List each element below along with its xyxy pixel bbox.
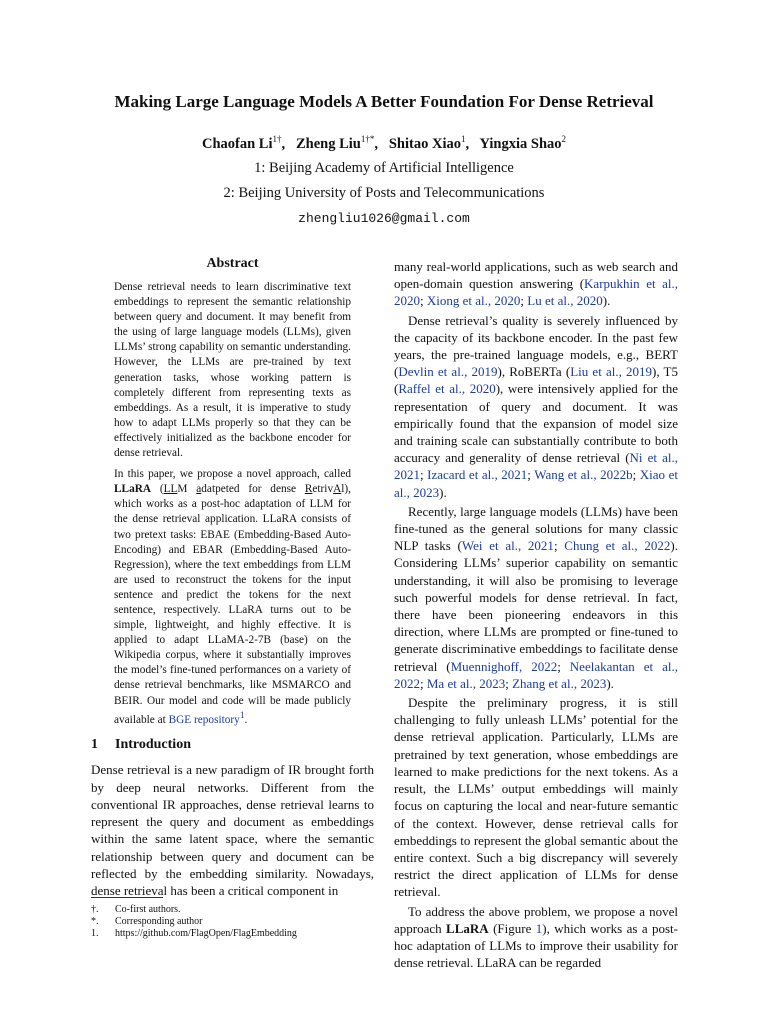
intro-paragraph-5: Despite the preliminary progress, it is still challenging to fully unleash LLMs’ potential for the dense retrieval application. Particularly, LLMs are pretrained by text generation, whose embeddings are learned to make predictions for the next tokens. As a result, the LLMs’ output embeddings will mainly focus on capturing the local and near-future semantic of the context. However, dense retrieval calls for embeddings to represent the global semantic about the entire context. Such a big discrepancy will severely restrict the direct application of LLMs for dense retrieval.: [394, 695, 678, 900]
footnote-url[interactable]: https://github.com/FlagOpen/FlagEmbedding: [115, 928, 297, 939]
citation-link[interactable]: Zhang et al., 2023: [512, 675, 607, 691]
citation-link[interactable]: Ni et al., 2021: [394, 450, 678, 483]
citation-link[interactable]: Wang et al., 2022b: [534, 467, 633, 483]
citation-link[interactable]: Izacard et al., 2021: [427, 467, 528, 483]
citation-link[interactable]: Lu et al., 2020: [527, 293, 603, 309]
abstract-heading: Abstract: [206, 256, 259, 271]
contact-email[interactable]: zhengliu1026@gmail.com: [298, 211, 470, 226]
paper-title: Making Large Language Models A Better Foundation For Dense Retrieval: [114, 92, 654, 111]
affiliation-2: 2: Beijing University of Posts and Telecommunications: [223, 185, 545, 201]
citation-link[interactable]: Liu et al., 2019: [570, 364, 653, 380]
author-list: [0, 134, 768, 153]
bge-repository-link[interactable]: BGE repository: [168, 713, 240, 726]
abstract-paragraph-2: In this paper, we propose a novel approach, called LLaRA (LLM adatpeted for dense RetrivAl), which works as a post-hoc adaptation of LLM for the dense retrieval application. LLaRA consists of two pretext tasks: EBAE (Embedding-Based Auto-Encoding) and EBAR (Embedding-Based Auto-Regression), where the text embeddings from LLM are used to reconstruct the tokens for the input sentence and predict the tokens for the next sentence, respectively. LLaRA turns out to be simple, lightweight, and highly effective. It is applied to adapt LLaMA-2-7B (base) on the Wikipedia corpus, where it substantially improves the model’s fine-tuned performances on a variety of dense retrieval benchmarks, like MSMARCO and BEIR. Our model and code will be made publicly available at BGE repository$^1$.: [114, 468, 351, 726]
section-heading-introduction: 1 Introduction: [91, 737, 191, 753]
footnote: 1. https://github.com/FlagOpen/FlagEmbedding: [91, 928, 297, 939]
citation-link[interactable]: Neelakantan et al., 2022: [394, 658, 678, 691]
author: Chaofan $Li^{1\dagger}$,: [201, 134, 286, 152]
citation-link[interactable]: Devlin et al., 2019: [398, 364, 498, 380]
footnote: †. Co-first authors.: [91, 904, 181, 915]
footnote-ref[interactable]: 1: [239, 710, 245, 721]
citation-link[interactable]: Karpukhin et al., 2020: [394, 276, 678, 309]
intro-paragraph-3: Dense retrieval’s quality is severely influenced by the capacity of its backbone encoder. In the past few years, the pre-trained language models, e.g., BERT (Devlin et al., 2019), RoBERTa (Liu et al., 2019), T5 (Raffel et al., 2020), were intensively applied for the representation of query and document. It was empirically found that the expansion of model size and training scale can substantially contribute to both accuracy and generality of dense retrieval (Ni et al., 2021; Izacard et al., 2021; Wang et al., 2022b; Xiao et al., 2023).: [394, 312, 679, 500]
figure-ref-link[interactable]: 1: [535, 920, 543, 936]
footnote: *. Corresponding author: [91, 916, 203, 927]
citation-link[interactable]: Raffel et al., 2020: [398, 381, 496, 397]
footnotes: [91, 897, 374, 940]
footnote-divider: [91, 897, 163, 898]
author: Zheng Liu$^{1\dagger*}$,: [295, 134, 378, 152]
method-name: LLaRA: [446, 920, 489, 936]
left-column: [91, 256, 374, 899]
intro-paragraph-1: Dense retrieval is a new paradigm of IR brought forth by deep neural networks. Different from the conventional IR approaches, dense retrieval learns to represent the query and document as embeddings within the same latent space, where the semantic relationship between query and document can be reflected by the embedding similarity. Nowadays, dense retrieval has been a critical component in: [91, 762, 374, 898]
citation-link[interactable]: Chung et al., 2022: [564, 538, 671, 554]
intro-paragraph-6: To address the above problem, we propose a novel approach LLaRA (Figure 1), which works as a post-hoc adaptation of LLMs to improve their usability for dense retrieval. LLaRA can be regarded: [394, 903, 678, 971]
citation-link[interactable]: Ma et al., 2023: [426, 675, 506, 691]
right-column: [394, 258, 678, 971]
method-name: LLaRA: [114, 483, 152, 496]
citation-link[interactable]: Wei et al., 2021: [461, 538, 554, 554]
citation-link[interactable]: Xiong et al., 2020: [426, 293, 521, 309]
intro-paragraph-2: many real-world applications, such as web search and open-domain question answering (Karpukhin et al., 2020; Xiong et al., 2020; Lu et al., 2020).: [394, 259, 678, 309]
intro-paragraph-4: Recently, large language models (LLMs) have been fine-tuned as the general solutions for many classic NLP tasks (Wei et al., 2021; Chung et al., 2022). Considering LLMs’ superior capability on semantic understanding, it will also be promising to leverage such powerful models for dense retrieval. In fact, there have been pioneering endeavors in this direction, where LLMs are prompted or fine-tuned to generate discriminative embeddings to facilitate dense retrieval (Muennighoff, 2022; Neelakantan et al., 2022; Ma et al., 2023; Zhang et al., 2023).: [394, 503, 678, 691]
citation-link[interactable]: Xiao et al., 2023: [394, 467, 678, 500]
author: Yingxia Shao$^2$: [479, 134, 567, 152]
affiliation-1: 1: Beijing Academy of Artificial Intelligence: [254, 160, 514, 176]
author: Shitao Xiao$^1$,: [388, 134, 470, 152]
citation-link[interactable]: Muennighoff, 2022: [450, 658, 558, 674]
abstract-paragraph-1: Dense retrieval needs to learn discriminative text embeddings to represent the semantic relationship between query and document. It may benefit from the using of large language models (LLMs), given LLMs’ strong capability on semantic understanding. However, the LLMs are pre-trained by text generation tasks, whose working pattern is completely different from representing texts as embeddings. As a result, it is imperative to study how to adapt LLMs properly so that they can be effectively initialized as the backbone encoder for dense retrieval.: [114, 281, 351, 460]
